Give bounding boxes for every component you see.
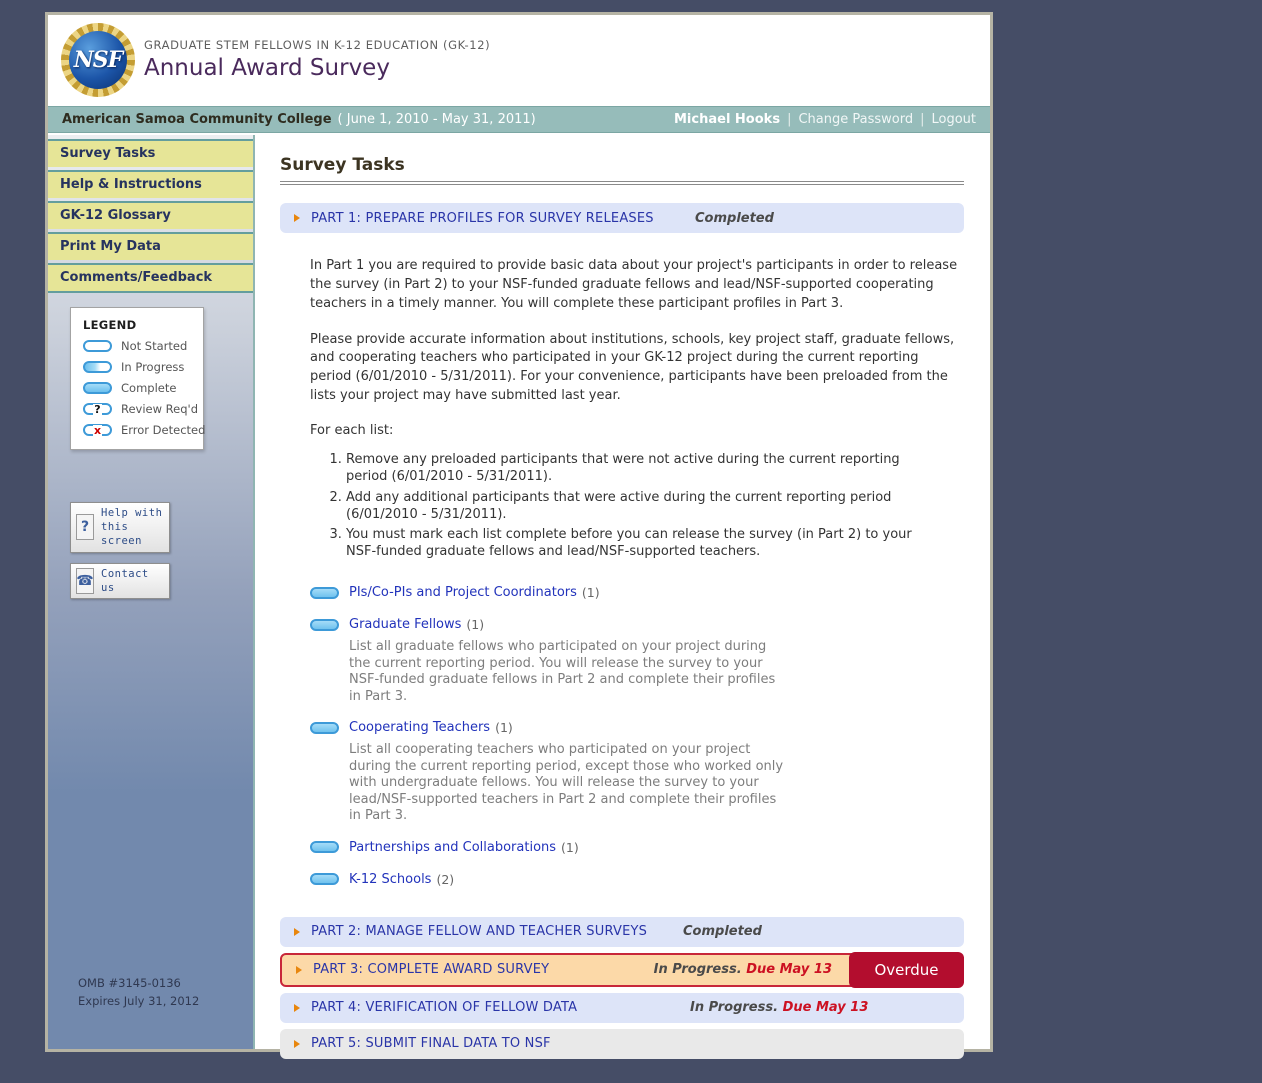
task-count: (1): [581, 585, 600, 601]
sidebar-item-print-my-data[interactable]: Print My Data: [48, 232, 253, 260]
graduate-fellows-description: List all graduate fellows who participated on your project during the current reporting period. You will release the survey to your NSF-funded graduate fellows in Part 2 and complete their profiles in Part 3.: [349, 639, 776, 704]
omb-notice: [78, 975, 199, 1011]
part4-status: In Progress. Due May 13: [690, 1000, 869, 1016]
part5-header-bar[interactable]: [280, 1029, 964, 1059]
task-row: [310, 838, 964, 857]
part3-due-date: Due May 13: [746, 962, 832, 978]
app-window: [45, 12, 993, 1052]
sidebar-item-help-instructions[interactable]: Help & Instructions: [48, 170, 253, 198]
sidebar-item-comments-feedback[interactable]: Comments/Feedback: [48, 263, 253, 293]
phone-icon: ☎: [76, 568, 94, 594]
k12-schools-link[interactable]: K-12 Schools: [349, 871, 432, 887]
header-titles: [144, 38, 490, 81]
legend-item-error: x Error Detected: [83, 423, 197, 437]
part1-status: Completed: [695, 210, 774, 226]
part2-title: PART 2: MANAGE FELLOW AND TEACHER SURVEYS: [311, 924, 648, 940]
task-count: (1): [466, 617, 485, 633]
chevron-right-icon: [294, 1004, 300, 1012]
not-started-pill-icon: [83, 340, 112, 352]
change-password-link[interactable]: Change Password: [798, 112, 914, 127]
task-k12-schools: [310, 870, 964, 889]
review-pill-icon: ?: [83, 403, 112, 415]
task-cooperating-teachers: [310, 718, 964, 825]
step-item: 2. Add any additional participants that were active during the current reporting period (6/01/2010 - 5/31/2011).: [346, 490, 940, 524]
task-row: [310, 615, 964, 634]
nsf-logo-globe: NSF: [69, 31, 127, 89]
page-title: Survey Tasks: [280, 155, 405, 175]
part2-status: Completed: [683, 924, 762, 940]
task-row: [310, 583, 964, 602]
app-title: Annual Award Survey: [144, 55, 390, 81]
partnerships-link[interactable]: Partnerships and Collaborations: [349, 839, 557, 855]
program-label: GRADUATE STEM FELLOWS IN K-12 EDUCATION (GK-12): [144, 38, 491, 52]
part1-header-bar[interactable]: [280, 203, 964, 233]
award-bar: [48, 104, 990, 135]
legend-item-in-progress: In Progress: [83, 360, 197, 374]
cooperating-teachers-link[interactable]: Cooperating Teachers: [349, 720, 491, 736]
legend-title: LEGEND: [83, 318, 137, 332]
task-count: (2): [436, 871, 455, 887]
error-pill-icon: x: [83, 424, 112, 436]
part1-for-each-list: For each list:: [310, 422, 394, 438]
part1-steps-list: [310, 452, 940, 561]
task-pis-copis: [310, 583, 964, 602]
chevron-right-icon: [296, 966, 302, 974]
task-row: [310, 718, 964, 737]
legend-item-review: ? Review Req'd: [83, 402, 197, 416]
logout-link[interactable]: Logout: [931, 112, 976, 127]
user-area: [674, 112, 976, 127]
contact-button-label: Contact us: [101, 567, 149, 594]
user-name[interactable]: Michael Hooks: [674, 112, 781, 127]
complete-pill-icon: [83, 382, 112, 394]
nsf-logo-icon: [61, 23, 135, 97]
content-columns: [48, 135, 990, 1052]
app-header: [48, 15, 990, 104]
sidebar-item-gk12-glossary[interactable]: GK-12 Glossary: [48, 201, 253, 229]
sidebar-item-survey-tasks[interactable]: Survey Tasks: [48, 139, 253, 167]
chevron-right-icon: [294, 928, 300, 936]
step-item: 3. You must mark each list complete before you can release the survey (in Part 2) to your NSF-funded graduate fellows and lead/NSF-supported teachers.: [346, 527, 940, 561]
part4-due-date: Due May 13: [782, 1000, 869, 1016]
legend-item-complete: Complete: [83, 381, 197, 395]
separator: |: [920, 112, 925, 127]
overdue-badge: Overdue: [849, 952, 964, 988]
legend-box: [70, 307, 204, 450]
in-progress-pill-icon: [83, 361, 112, 373]
part5-title: PART 5: SUBMIT FINAL DATA TO NSF: [311, 1036, 551, 1052]
graduate-fellows-link[interactable]: Graduate Fellows: [349, 617, 462, 633]
part3-title: PART 3: COMPLETE AWARD SURVEY: [313, 962, 550, 978]
task-partnerships: [310, 838, 964, 857]
reporting-period: ( June 1, 2010 - May 31, 2011): [337, 112, 536, 127]
part3-header-bar[interactable]: [280, 953, 964, 987]
task-count: (1): [495, 720, 513, 736]
chevron-right-icon: [294, 214, 300, 222]
omb-expiry: Expires July 31, 2012: [78, 994, 200, 1009]
question-icon: ?: [76, 514, 94, 540]
part4-header-bar[interactable]: [280, 993, 964, 1023]
part1-paragraph-2: Please provide accurate information about institutions, schools, key project staff, graduate fellows, and cooperating teachers who participated in your GK-12 project during the current reporting period (6/01/2010 - 5/31/2011). For your convenience, participants have been preloaded from the lists your project may have submitted last year.: [310, 331, 955, 404]
task-row: [310, 870, 964, 889]
part2-header-bar[interactable]: [280, 917, 964, 947]
part1-task-list: [310, 583, 964, 889]
step-item: 1. Remove any preloaded participants that were not active during the current reporting period (6/01/2010 - 5/31/2011).: [346, 452, 940, 486]
chevron-right-icon: [294, 1040, 300, 1048]
separator: |: [787, 112, 792, 127]
complete-pill-icon: [310, 587, 339, 599]
complete-pill-icon: [310, 722, 339, 734]
omb-number: OMB #3145-0136: [78, 976, 181, 991]
cooperating-teachers-description: List all cooperating teachers who participated on your project during the current reporting period, except those who worked only with undergraduate fellows. You will release the survey to your lead/NSF-supported teachers in Part 2 and complete their profiles in Part 3.: [349, 742, 784, 824]
sidebar-menu: [48, 135, 253, 293]
task-count: (1): [561, 839, 579, 855]
institution-name: American Samoa Community College: [62, 112, 332, 127]
part3-status: In Progress. Due May 13: [653, 962, 832, 978]
complete-pill-icon: [310, 841, 339, 853]
help-with-screen-button[interactable]: [70, 502, 170, 553]
task-graduate-fellows: [310, 615, 964, 705]
legend-item-not-started: Not Started: [83, 339, 197, 353]
contact-us-button[interactable]: [70, 563, 170, 599]
sidebar: [48, 135, 255, 1049]
part1-title: PART 1: PREPARE PROFILES FOR SURVEY RELEASES: [311, 210, 654, 226]
part1-content: [310, 257, 964, 889]
pis-copis-link[interactable]: PIs/Co-PIs and Project Coordinators: [349, 585, 577, 601]
complete-pill-icon: [310, 873, 339, 885]
complete-pill-icon: [310, 619, 339, 631]
part1-paragraph-1: In Part 1 you are required to provide basic data about your project's participants in order to release the survey (in Part 2) to your NSF-funded graduate fellows and lead/NSF-supported cooperating teachers in a timely manner. You will complete these participant profiles in Part 3.: [310, 258, 958, 311]
main-content: [255, 135, 990, 1052]
help-button-label: Help with this screen: [101, 507, 163, 548]
part4-title: PART 4: VERIFICATION OF FELLOW DATA: [311, 1000, 578, 1016]
heading-divider: [280, 181, 964, 185]
